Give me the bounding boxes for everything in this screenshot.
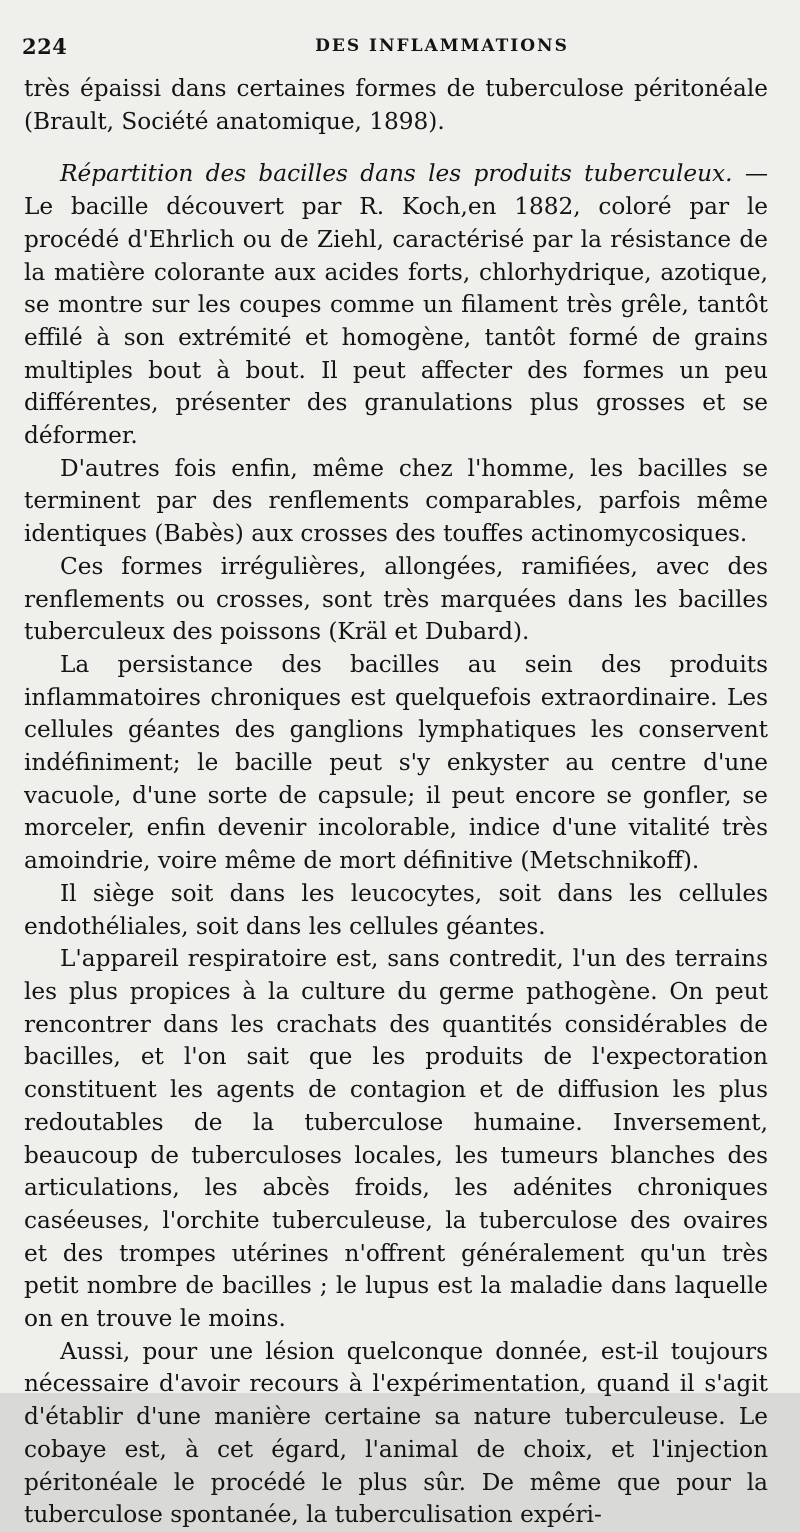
paragraph-bacilli-distribution bbox=[24, 158, 768, 452]
section-title: Répartition des bacilles dans les produits tuberculeux. bbox=[60, 160, 733, 188]
paragraph-location: Il siège soit dans les leucocytes, soit dans les cellules endothéliales, soit dans les cellules géantes. bbox=[24, 879, 768, 940]
page-header bbox=[22, 34, 762, 62]
paragraph-persistence: La persistance des bacilles au sein des produits inflammatoires chroniques est quelquefois extraordinaire. Les cellules géantes des ganglions lymphatiques les conservent indéfiniment; le bacille peut s'y enkyster au centre d'une vacuole, d'une sorte de capsule; il peut encore se gonfler, se morceler, enfin devenir incolorable, indice d'une vitalité très amoindrie, voire même de mort définitive (Metschnikoff). bbox=[24, 650, 768, 875]
running-title: DES INFLAMMATIONS bbox=[315, 36, 569, 56]
page-number: 224 bbox=[22, 34, 68, 59]
paragraph-irregular-forms: Ces formes irrégulières, allongées, ramifiées, avec des renflements ou crosses, sont très marquées dans les bacilles tuberculeux des poissons (Kräl et Dubard). bbox=[24, 552, 768, 646]
paragraph-text: — Le bacille découvert par R. Koch,en 1882, coloré par le procédé d'Ehrlich ou de Ziehl, caractérisé par la résistance de la matière colorante aux acides forts, chlorhydrique, azotique, se montre sur les coupes comme un filament très grêle, tantôt effilé à son extrémité et homogène, tantôt formé de grains multiples bout à bout. Il peut affecter des formes un peu différentes, présenter des granulations plus grosses et se déformer. bbox=[24, 160, 769, 450]
paragraph-experimentation: Aussi, pour une lésion quelconque donnée, est-il toujours nécessaire d'avoir recours à l'expérimentation, quand il s'agit d'établir d'une manière certaine sa nature tuberculeuse. Le cobaye est, à cet égard, l'animal de choix, et l'injection péritonéale le procédé le plus sûr. De même que pour la tuberculose spontanée, la tuberculisation expéri- bbox=[24, 1337, 768, 1529]
body-text bbox=[24, 73, 768, 1532]
paragraph-renflements: D'autres fois enfin, même chez l'homme, les bacilles se terminent par des renflements comparables, parfois même identiques (Babès) aux crosses des touffes actinomycosiques. bbox=[24, 454, 768, 548]
paragraph-continuation: très épaissi dans certaines formes de tuberculose péritonéale (Brault, Société anatomique, 1898). bbox=[24, 75, 768, 135]
paragraph-respiratory: L'appareil respiratoire est, sans contredit, l'un des terrains les plus propices à la culture du germe pathogène. On peut rencontrer dans les crachats des quantités considérables de bacilles, et l'on sait que les produits de l'expectoration constituent les agents de contagion et de diffusion les plus redoutables de la tuberculose humaine. Inversement, beaucoup de tuberculoses locales, les tumeurs blanches des articulations, les abcès froids, les adénites chroniques caséeuses, l'orchite tuberculeuse, la tuberculose des ovaires et des trompes utérines n'offrent généralement qu'un très petit nombre de bacilles ; le lupus est la maladie dans laquelle on en trouve le moins. bbox=[24, 945, 768, 1333]
